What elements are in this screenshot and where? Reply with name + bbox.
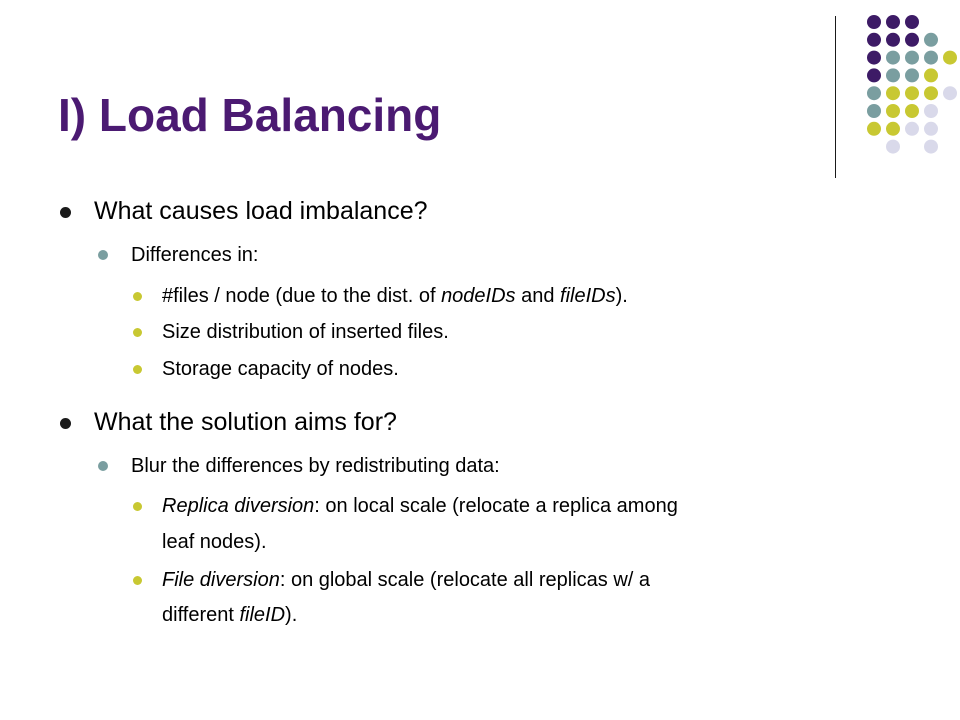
bullet-dot xyxy=(133,292,142,301)
bullet-text: Blur the differences by redistributing data: xyxy=(131,455,500,477)
bullet-dot xyxy=(133,576,142,585)
bullet-text: Differences in: xyxy=(131,244,259,266)
bullet-dot xyxy=(98,461,108,471)
bullet-text: What causes load imbalance? xyxy=(94,197,428,225)
bullet-dot xyxy=(133,502,142,511)
bullet-text-line-2: different fileID). xyxy=(162,604,298,626)
bullet-dot xyxy=(60,418,71,429)
bullet-text-line-1: Replica diversion: on local scale (relocate a replica among xyxy=(162,495,678,517)
bullet-text-line-1: File diversion: on global scale (relocate all replicas w/ a xyxy=(162,569,651,591)
bullet-text: #files / node (due to the dist. of nodeIDs and fileIDs). xyxy=(162,285,628,307)
bullet-text: Storage capacity of nodes. xyxy=(162,358,399,380)
bullet-dot xyxy=(60,207,71,218)
bullet-dot xyxy=(98,250,108,260)
bullet-text: What the solution aims for? xyxy=(94,408,397,436)
slide-title: I) Load Balancing xyxy=(58,89,442,141)
bullet-text: Size distribution of inserted files. xyxy=(162,321,449,343)
bullet-dot xyxy=(133,365,142,374)
bullet-dot xyxy=(133,328,142,337)
bullet-text-line-2: leaf nodes). xyxy=(162,531,267,553)
